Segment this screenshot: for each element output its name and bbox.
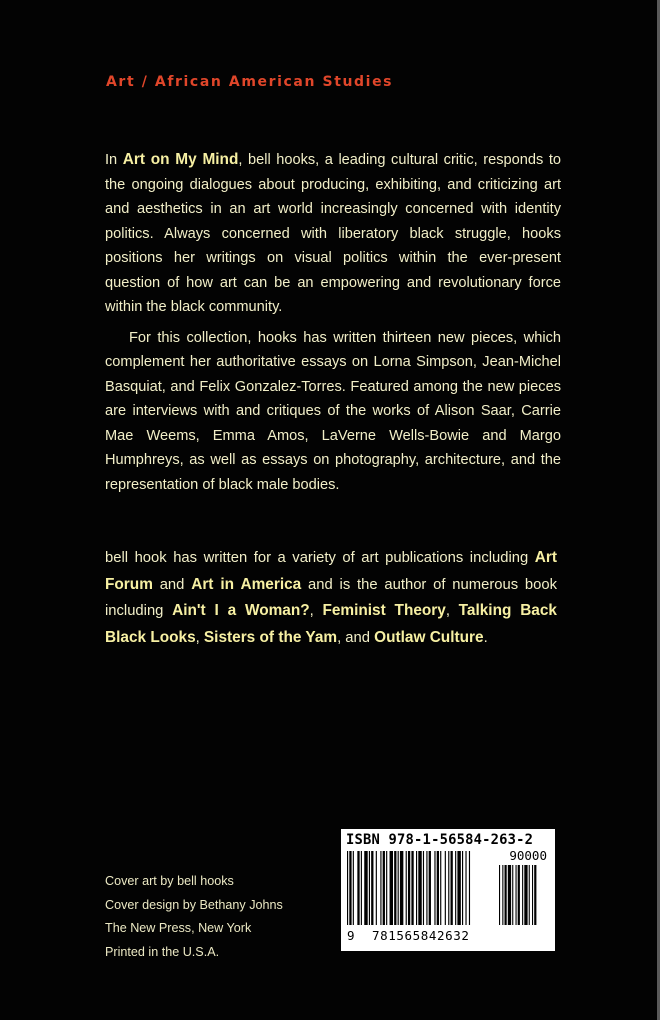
credits <box>105 870 283 964</box>
barcode-bar <box>429 851 431 925</box>
barcode-addon-bar <box>505 865 507 925</box>
credit-line: Printed in the U.S.A. <box>105 944 220 959</box>
book-title: Black Looks <box>105 628 196 646</box>
publication-title: Art in America <box>191 575 302 593</box>
barcode-bar <box>406 851 407 925</box>
barcode-bar <box>451 851 453 925</box>
barcode-bar <box>383 851 385 925</box>
book-title: Feminist Theory <box>322 602 446 619</box>
barcode-digits: 781565842632 <box>372 928 470 943</box>
barcode-bar <box>411 851 413 925</box>
barcode-bar <box>423 851 424 925</box>
barcode-bar <box>361 851 362 925</box>
barcode-bar <box>437 851 439 925</box>
barcode-bar <box>371 851 373 925</box>
barcode-bar <box>394 851 396 925</box>
book-title: Art on My Mind <box>122 151 239 168</box>
credit-line: Cover design by Bethany Johns <box>105 897 283 912</box>
price-addon: 90000 <box>509 848 547 863</box>
barcode-addon-bar <box>529 865 530 925</box>
barcode-bar <box>462 851 463 925</box>
book-description <box>105 148 561 497</box>
barcode-bar <box>440 851 441 925</box>
barcode-bar <box>445 851 446 925</box>
book-title: Ain't I a Woman? <box>172 602 310 619</box>
barcode-addon-bar <box>532 865 533 925</box>
barcode-bar <box>408 851 410 925</box>
barcode-addon-bar <box>516 865 517 925</box>
book-title: Outlaw Culture <box>374 628 484 646</box>
barcode-bar <box>398 851 399 925</box>
barcode-bar <box>386 851 387 925</box>
barcode-bar <box>349 851 351 925</box>
barcode-bar <box>426 851 427 925</box>
barcode-bar <box>465 851 466 925</box>
barcode-bar <box>457 851 460 925</box>
barcode-addon-bar <box>524 865 527 925</box>
isbn-number: ISBN 978-1-56584-263-2 <box>346 832 534 848</box>
isbn-barcode <box>341 829 555 951</box>
credit-line: Cover art by bell hooks <box>105 874 234 888</box>
barcode-bar <box>353 851 354 925</box>
barcode-addon-bar <box>512 865 513 925</box>
barcode-bar <box>448 851 449 925</box>
barcode-bar <box>347 851 348 925</box>
author-bio: bell hook has written for a variety of art publications including Art Forum and Art in America and is the author of numerous book including Ain't I a Woman?, Feminist Theory, Talking Back Black Looks, Sisters of the Yam, and Outlaw Culture. <box>105 549 557 646</box>
book-title: Talking Back <box>458 602 557 619</box>
barcode-bar <box>369 851 370 925</box>
credit-line: The New Press, New York <box>105 921 252 935</box>
book-title: Sisters of the Yam <box>203 628 338 646</box>
barcode-lead-digit: 9 <box>347 928 355 943</box>
barcode-addon-bar <box>499 865 500 925</box>
barcode-bar <box>469 851 470 925</box>
barcode-bar <box>357 851 359 925</box>
barcode-bar <box>418 851 421 925</box>
barcode-addon-bar <box>522 865 523 925</box>
barcode-bar <box>416 851 417 925</box>
barcode-bar <box>400 851 403 925</box>
category-label: Art / African American Studies <box>106 74 394 90</box>
barcode-bar <box>380 851 381 925</box>
barcode-bar <box>434 851 435 925</box>
barcode-addon-bar <box>502 865 503 925</box>
barcode-addon-bar <box>508 865 511 925</box>
barcode-bar <box>390 851 393 925</box>
barcode-addon-bar <box>534 865 536 925</box>
description-paragraph-2: For this collection, hooks has written thirteen new pieces, which complement her authoritative essays on Lorna Simpson, Jean-Michel Basquiat, and Felix Gonzalez-Torres. Featured among the new pieces are interviews with and critiques of the works of Alison Saar, Carrie Mae Weems, Emma Amos, LaVerne Wells-Bowie and Margo Humphreys, as well as essays on photography, architecture, and the representation of black male bodies. <box>105 329 561 493</box>
barcode-bar <box>455 851 456 925</box>
barcode-addon-bar <box>518 865 520 925</box>
description-paragraph-1: In Art on My Mind, bell hooks, a leading cultural critic, responds to the ongoing dialogues about producing, exhibiting, and criticizing art and aesthetics in an art world increasingly concerned with identity politics. Always concerned with liberatory black struggle, hooks positions her writings on visual politics within the ever-present question of how art can be an empowering and revolutionary force within the black community. <box>105 151 562 315</box>
barcode-bar <box>364 851 367 925</box>
publication-title: Art Forum <box>105 549 557 593</box>
barcode-bar <box>376 851 377 925</box>
